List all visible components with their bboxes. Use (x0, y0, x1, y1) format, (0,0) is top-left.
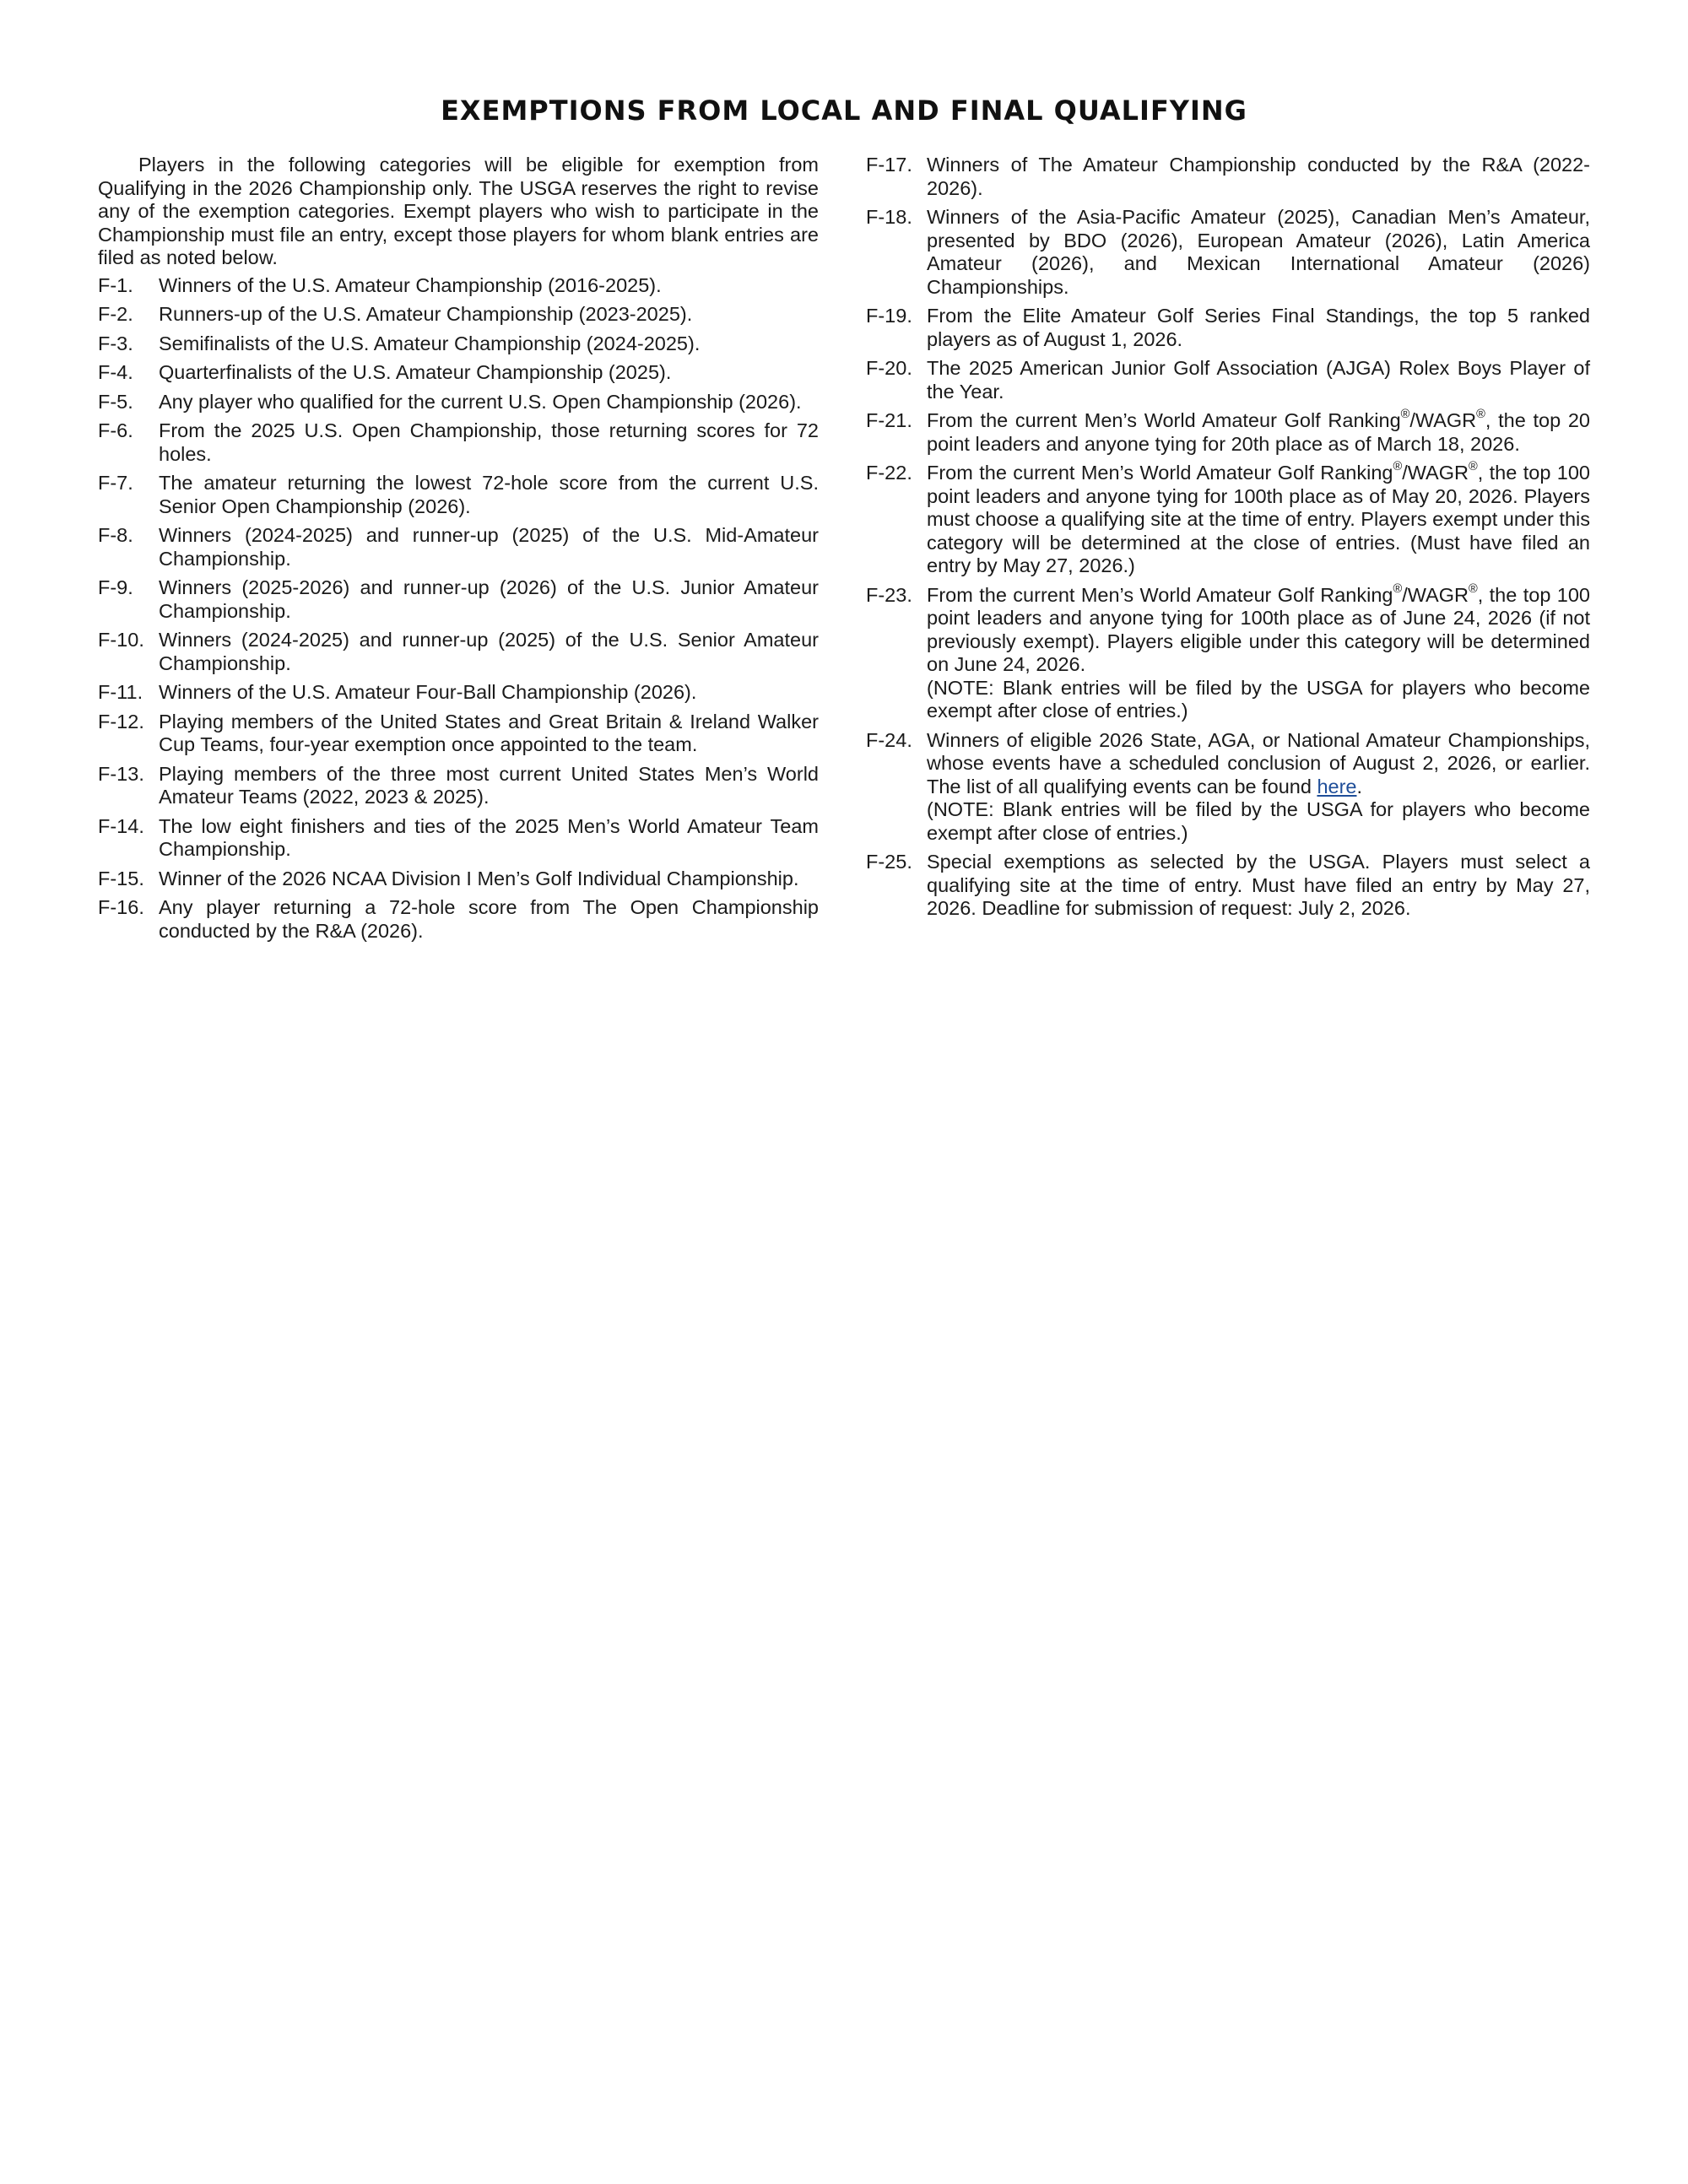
exemption-item (98, 576, 819, 623)
exemption-label: F-16. (98, 896, 144, 918)
exemption-item (98, 419, 819, 466)
exemption-label: F-10. (98, 629, 144, 651)
exemption-text: Special exemptions as selected by the USGA. Players must select a qualifying site at the time of entry. Must have filed an entry by May 27, 2026. Deadline for submission of request: July 2, 2026. (927, 851, 1590, 919)
exemption-text: Playing members of the United States and Great Britain & Ireland Walker Cup Teams, four-year exemption once appointed to the team. (159, 710, 819, 755)
registered-mark: ® (1468, 460, 1478, 474)
exemption-text: Winners of The Amateur Championship conducted by the R&A (2022-2026). (927, 154, 1590, 199)
exemption-text (927, 462, 1590, 578)
exemption-text: From the 2025 U.S. Open Championship, those returning scores for 72 holes. (159, 419, 819, 465)
exemption-item (866, 409, 1590, 456)
exemption-label: F-5. (98, 390, 133, 413)
exemption-label: F-3. (98, 332, 133, 354)
exemption-label: F-25. (866, 851, 912, 873)
exemption-item (866, 581, 1590, 723)
exemption-text: Playing members of the three most current United States Men’s World Amateur Teams (2022, 2023 & 2025). (159, 762, 819, 808)
exemption-item (98, 896, 819, 943)
exemption-label: F-2. (98, 303, 133, 325)
exemption-text: Any player who qualified for the current U.S. Open Championship (2026). (159, 390, 802, 413)
exemption-text: Winners (2024-2025) and runner-up (2025) of the U.S. Senior Amateur Championship. (159, 629, 819, 674)
exemption-label: F-20. (866, 357, 912, 379)
text-segment: , the top 20 point leaders and anyone tying for 20th place as of March 18, 2026. (927, 409, 1591, 455)
exemption-item (98, 763, 819, 809)
exemption-text: The 2025 American Junior Golf Association (AJGA) Rolex Boys Player of the Year. (927, 357, 1590, 403)
exemption-label: F-1. (98, 273, 133, 296)
exemption-text: Winners of the U.S. Amateur Championship (2016-2025). (159, 273, 662, 296)
exemption-label: F-22. (866, 462, 912, 484)
exemption-item (98, 868, 819, 891)
exemption-text: The low eight finishers and ties of the 2025 Men’s World Amateur Team Championship. (159, 814, 819, 860)
exemption-text: Semifinalists of the U.S. Amateur Championship (2024-2025). (159, 332, 701, 354)
exemption-item (98, 524, 819, 570)
text-segment: From the current Men’s World Amateur Golf Ranking (927, 409, 1401, 431)
exemption-note: (NOTE: Blank entries will be filed by the USGA for players who become exempt after close of entries.) (927, 676, 1590, 722)
exemption-text: Quarterfinalists of the U.S. Amateur Championship (2025). (159, 361, 672, 383)
exemption-text: Winner of the 2026 NCAA Division I Men’s Golf Individual Championship. (159, 867, 799, 889)
exemption-text: The amateur returning the lowest 72-hole score from the current U.S. Senior Open Championship (2026). (159, 472, 819, 517)
exemption-item (98, 681, 819, 705)
exemption-item (866, 357, 1590, 403)
registered-mark: ® (1393, 460, 1403, 474)
page-title: EXEMPTIONS FROM LOCAL AND FINAL QUALIFYING (441, 95, 1247, 127)
exemption-text: Winners of the Asia-Pacific Amateur (2025), Canadian Men’s Amateur, presented by BDO (2026), European Amateur (2026), Latin America Amateur (2026), and Mexican International Amateur (2026) Championships. (927, 206, 1590, 298)
left-column (98, 154, 819, 949)
exemption-label: F-12. (98, 710, 144, 733)
registered-mark: ® (1400, 408, 1410, 422)
registered-mark: ® (1468, 581, 1478, 596)
exemption-item (98, 303, 819, 327)
text-segment: From the current Men’s World Amateur Golf Ranking (927, 462, 1393, 484)
exemption-label: F-18. (866, 206, 912, 228)
exemption-label: F-14. (98, 814, 144, 837)
text-segment: /WAGR (1409, 409, 1477, 431)
text-segment: /WAGR (1402, 583, 1469, 606)
exemption-text: Winners (2024-2025) and runner-up (2025) of the U.S. Mid-Amateur Championship. (159, 524, 819, 570)
exemption-text: Winners of the U.S. Amateur Four-Ball Championship (2026). (159, 681, 697, 703)
exemption-item (98, 274, 819, 298)
exemption-item (98, 711, 819, 757)
exemption-text: Winners (2025-2026) and runner-up (2026) of the U.S. Junior Amateur Championship. (159, 576, 819, 622)
exemption-label: F-11. (98, 681, 143, 703)
exemption-label: F-13. (98, 762, 144, 785)
intro-paragraph: Players in the following categories will be eligible for exemption from Qualifying in the 2026 Championship only. The USGA reserves the right to revise any of the exemption categories. Exempt players who wish to participate in the Championship must file an entry, except those players for whom blank entries are filed as noted below. (98, 154, 819, 268)
exemption-item (98, 391, 819, 414)
exemption-label: F-4. (98, 361, 133, 383)
exemption-item (98, 472, 819, 518)
exemption-item (866, 462, 1590, 578)
here-link[interactable]: here (1317, 775, 1357, 797)
exemption-item (866, 729, 1590, 846)
exemption-text (927, 581, 1590, 723)
exemption-item (866, 305, 1590, 351)
exemption-item (98, 361, 819, 385)
exemption-label: F-17. (866, 154, 912, 176)
exemption-item (98, 629, 819, 675)
right-column (866, 154, 1590, 927)
exemption-label: F-24. (866, 728, 912, 751)
exemption-label: F-6. (98, 419, 133, 441)
exemption-item (98, 815, 819, 862)
exemption-item (98, 332, 819, 356)
exemption-text: From the Elite Amateur Golf Series Final Standings, the top 5 ranked players as of August 1, 2026. (927, 305, 1590, 350)
text-segment: , the top 100 point leaders and anyone tying for 100th place as of June 24, 2026 (if not previously exempt). Players eligible under this category will be determined on June 24, 2026. (927, 583, 1590, 675)
text-segment: /WAGR (1402, 462, 1469, 484)
text-segment: , the top 100 point leaders and anyone tying for 100th place as of May 20, 2026. Players must choose a qualifying site at the time of entry. Players exempt under this category will be determined at the close of entries. (Must have filed an entry by May 27, 2026.) (927, 462, 1590, 576)
exemption-label: F-19. (866, 305, 912, 327)
exemption-item (866, 206, 1590, 299)
registered-mark: ® (1476, 408, 1485, 422)
exemption-text (927, 729, 1590, 846)
exemption-label: F-23. (866, 583, 912, 606)
exemption-note: (NOTE: Blank entries will be filed by the USGA for players who become exempt after close of entries.) (927, 798, 1590, 844)
exemption-label: F-7. (98, 472, 133, 494)
text-segment: Winners of eligible 2026 State, AGA, or National Amateur Championships, whose events have a scheduled conclusion of August 2, 2026, or earlier. The list of all qualifying events can be found (927, 728, 1590, 797)
exemption-text (927, 409, 1590, 456)
exemption-label: F-8. (98, 524, 133, 546)
text-segment: From the current Men’s World Amateur Golf Ranking (927, 583, 1393, 606)
exemption-item (866, 154, 1590, 200)
exemption-label: F-9. (98, 576, 133, 598)
exemption-label: F-15. (98, 867, 144, 889)
text-segment: . (1356, 775, 1363, 797)
exemption-text: Any player returning a 72-hole score from The Open Championship conducted by the R&A (2026). (159, 896, 819, 942)
exemption-text: Runners-up of the U.S. Amateur Championship (2023-2025). (159, 303, 693, 325)
exemption-item (866, 851, 1590, 921)
registered-mark: ® (1393, 581, 1403, 596)
exemption-label: F-21. (866, 409, 912, 431)
